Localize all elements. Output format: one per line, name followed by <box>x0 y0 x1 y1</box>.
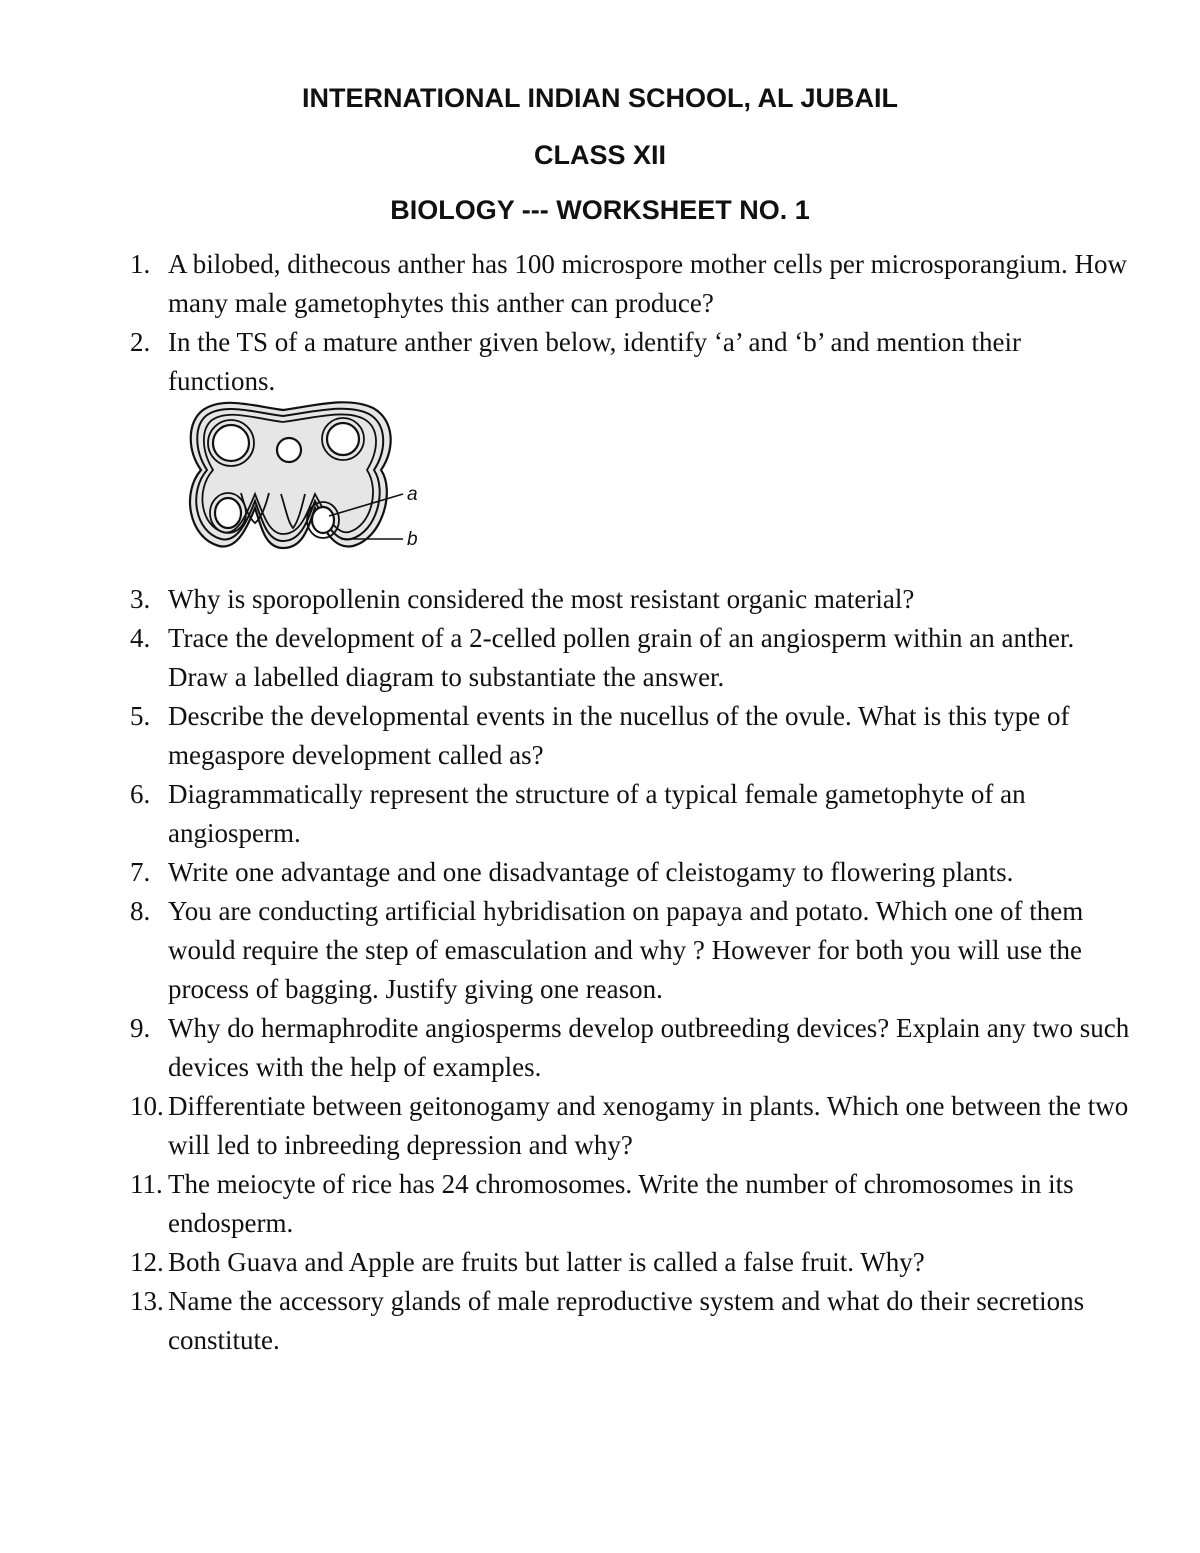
question-number: 2. <box>130 327 151 357</box>
question-number: 5. <box>130 701 151 731</box>
question-number: 12. <box>130 1247 164 1277</box>
question-number: 6. <box>130 779 151 809</box>
question-item <box>130 697 1130 775</box>
class-title: CLASS XII <box>533 140 667 170</box>
question-text: Differentiate between geitonogamy and xenogamy in plants. Which one between the two will led to inbreeding depression and why? <box>168 1091 1129 1160</box>
pollen-sac-bottom-right <box>312 507 334 533</box>
question-item <box>130 1087 1130 1165</box>
question-text: Write one advantage and one disadvantage of cleistogamy to flowering plants. <box>168 857 1014 887</box>
question-number: 10. <box>130 1091 164 1121</box>
question-text: Why is sporopollenin considered the most resistant organic material? <box>168 584 915 614</box>
question-item <box>130 853 1130 892</box>
question-number: 7. <box>130 857 151 887</box>
question-item <box>130 619 1130 697</box>
question-item <box>130 775 1130 853</box>
pollen-sac-top-right <box>327 423 359 455</box>
question-number: 3. <box>130 584 151 614</box>
question-text: Both Guava and Apple are fruits but latter is called a false fruit. Why? <box>168 1247 925 1277</box>
question-text: Why do hermaphrodite angiosperms develop outbreeding devices? Explain any two such devices with the help of examples. <box>168 1013 1130 1082</box>
question-item <box>130 323 1130 401</box>
question-text: The meiocyte of rice has 24 chromosomes. Write the number of chromosomes in its endosperm. <box>168 1169 1074 1238</box>
worksheet-title: BIOLOGY --- WORKSHEET NO. 1 <box>390 195 810 225</box>
question-text: Trace the development of a 2-celled pollen grain of an angiosperm within an anther. Draw a labelled diagram to substantiate the answer. <box>168 623 1075 692</box>
question-number: 4. <box>130 623 151 653</box>
question-text: You are conducting artificial hybridisation on papaya and potato. Which one of them would require the step of emasculation and why ? However for both you will use the process of bagging. Justify giving one reason. <box>168 896 1084 1004</box>
question-number: 9. <box>130 1013 151 1043</box>
question-text: In the TS of a mature anther given below, identify ‘a’ and ‘b’ and mention their functions. <box>168 327 1021 396</box>
question-number: 13. <box>130 1286 164 1316</box>
anther-ts-diagram <box>183 398 433 560</box>
question-item <box>130 1243 1130 1282</box>
label-a: a <box>407 484 418 505</box>
pollen-sac-bottom-left <box>215 498 241 528</box>
question-number: 1. <box>130 249 151 279</box>
question-item <box>130 1282 1130 1360</box>
question-text: Describe the developmental events in the nucellus of the ovule. What is this type of megaspore development called as? <box>168 701 1070 770</box>
question-text: Diagrammatically represent the structure of a typical female gametophyte of an angiosperm. <box>168 779 1026 848</box>
question-number: 11. <box>130 1169 163 1199</box>
question-number: 8. <box>130 896 151 926</box>
question-item <box>130 245 1130 323</box>
label-b: b <box>407 529 418 550</box>
question-text: A bilobed, dithecous anther has 100 microspore mother cells per microsporangium. How many male gametophytes this anther can produce? <box>168 249 1128 318</box>
question-item <box>130 580 1130 619</box>
pollen-sac-top-left <box>213 425 249 461</box>
question-text: Name the accessory glands of male reproductive system and what do their secretions constitute. <box>168 1286 1085 1355</box>
question-item <box>130 1165 1130 1243</box>
school-name: INTERNATIONAL INDIAN SCHOOL, AL JUBAIL <box>301 83 898 113</box>
question-item <box>130 892 1130 1009</box>
vascular-bundle <box>277 438 301 462</box>
question-item <box>130 1009 1130 1087</box>
